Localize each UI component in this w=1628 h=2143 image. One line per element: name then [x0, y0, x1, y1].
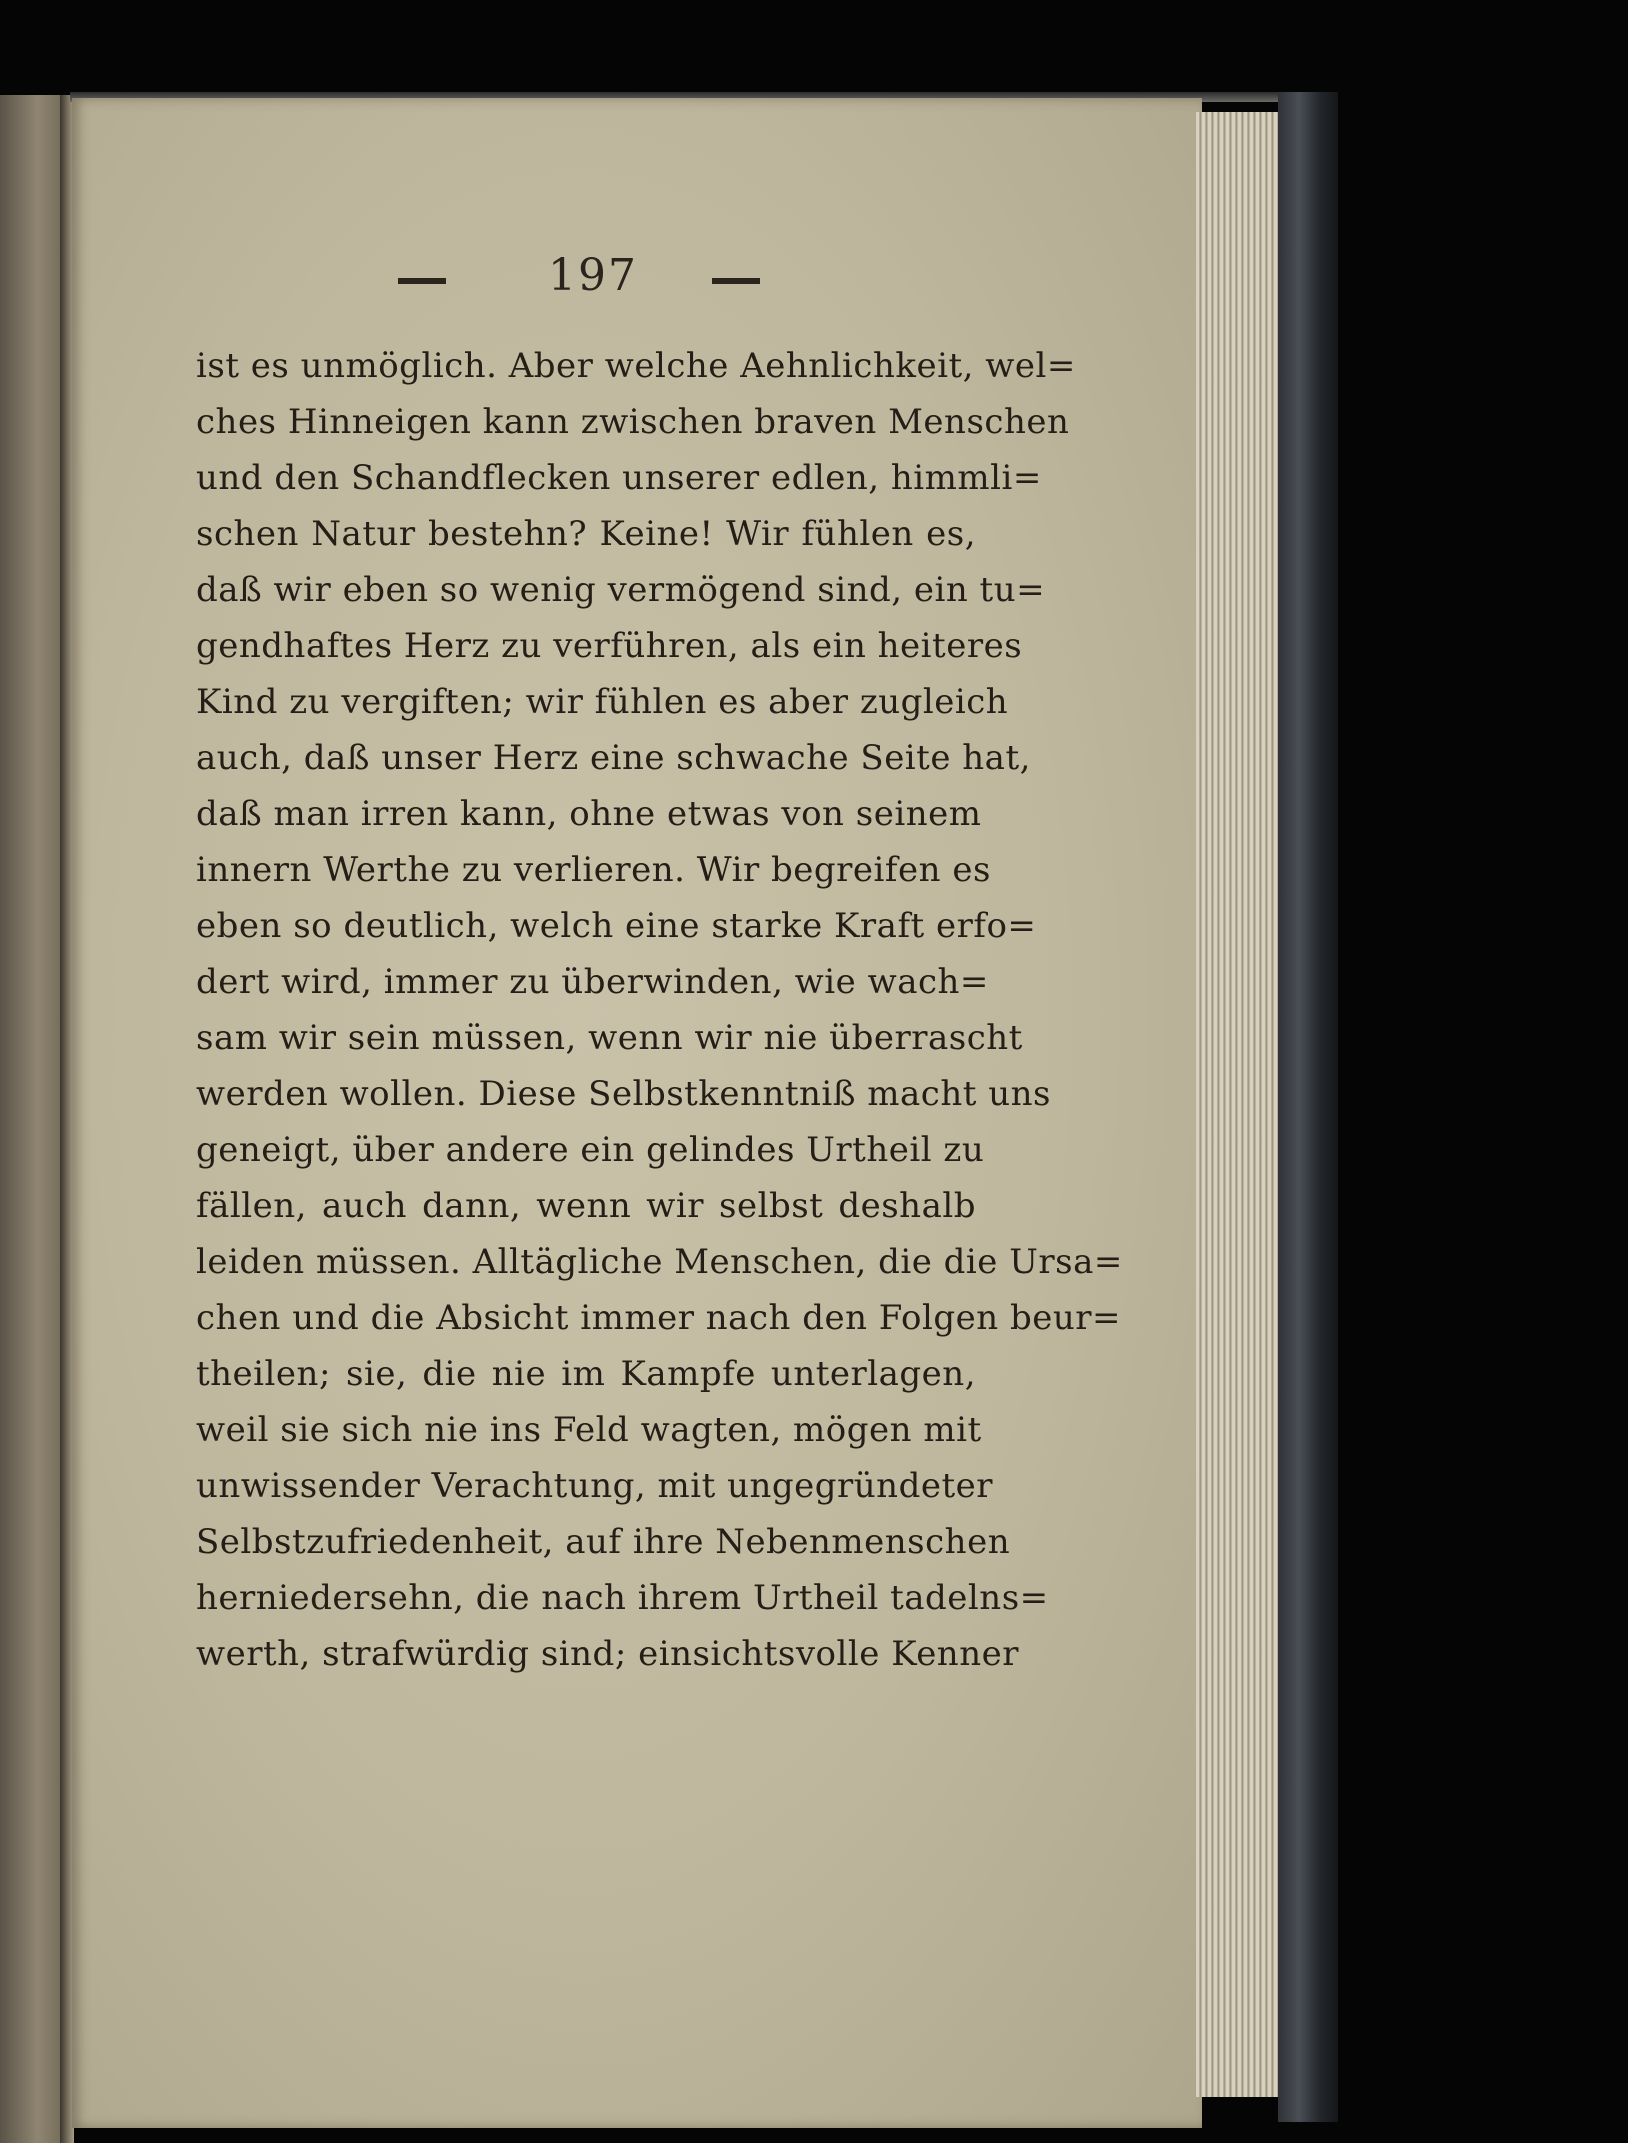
- text-line: geneigt, über andere ein gelindes Urtheil zu: [196, 1130, 985, 1170]
- text-line: daß wir eben so wenig vermögend sind, ein tu=: [196, 570, 1046, 610]
- text-line: schen Natur bestehn? Keine! Wir fühlen es,: [196, 514, 976, 554]
- text-line: ches Hinneigen kann zwischen braven Menschen: [196, 402, 1070, 442]
- text-line: daß man irren kann, ohne etwas von seinem: [196, 794, 982, 834]
- text-line: auch, daß unser Herz eine schwache Seite hat,: [196, 738, 1031, 778]
- text-line: theilen; sie, die nie im Kampfe unterlagen,: [196, 1354, 976, 1394]
- page-header: [390, 250, 790, 310]
- text-line: und den Schandflecken unserer edlen, himmli=: [196, 458, 1042, 498]
- header-dash-right: [712, 278, 760, 284]
- text-line: werden wollen. Diese Selbstkenntniß macht uns: [196, 1074, 1051, 1114]
- text-line: eben so deutlich, welch eine starke Kraft erfo=: [196, 906, 1037, 946]
- text-line: innern Werthe zu verlieren. Wir begreifen es: [196, 850, 991, 890]
- text-line: gendhaftes Herz zu verführen, als ein heiteres: [196, 626, 1023, 666]
- text-line: unwissender Verachtung, mit ungegründeter: [196, 1466, 993, 1506]
- left-page-edge: [0, 95, 68, 2143]
- page-body-text: [196, 338, 1123, 1682]
- text-line: Kind zu vergiften; wir fühlen es aber zugleich: [196, 682, 1009, 722]
- text-line: weil sie sich nie ins Feld wagten, mögen mit: [196, 1410, 982, 1450]
- text-line: fällen, auch dann, wenn wir selbst deshalb: [196, 1186, 976, 1226]
- text-line: leiden müssen. Alltägliche Menschen, die die Ursa=: [196, 1242, 1123, 1282]
- book-cover-edge: [1278, 92, 1338, 2122]
- text-line: ist es unmöglich. Aber welche Aehnlichkeit, wel=: [196, 346, 1076, 386]
- text-line: sam wir sein müssen, wenn wir nie überrascht: [196, 1018, 1023, 1058]
- text-line: werth, strafwürdig sind; einsichtsvolle Kenner: [196, 1634, 1019, 1674]
- text-line: chen und die Absicht immer nach den Folgen beur=: [196, 1298, 1121, 1338]
- header-dash-left: [398, 278, 446, 284]
- text-line: Selbstzufriedenheit, auf ihre Nebenmenschen: [196, 1522, 1011, 1562]
- page-number: 197: [548, 250, 638, 301]
- text-line: herniedersehn, die nach ihrem Urtheil tadelns=: [196, 1578, 1049, 1618]
- page-block-edges: [1196, 112, 1280, 2097]
- text-line: dert wird, immer zu überwinden, wie wach=: [196, 962, 989, 1002]
